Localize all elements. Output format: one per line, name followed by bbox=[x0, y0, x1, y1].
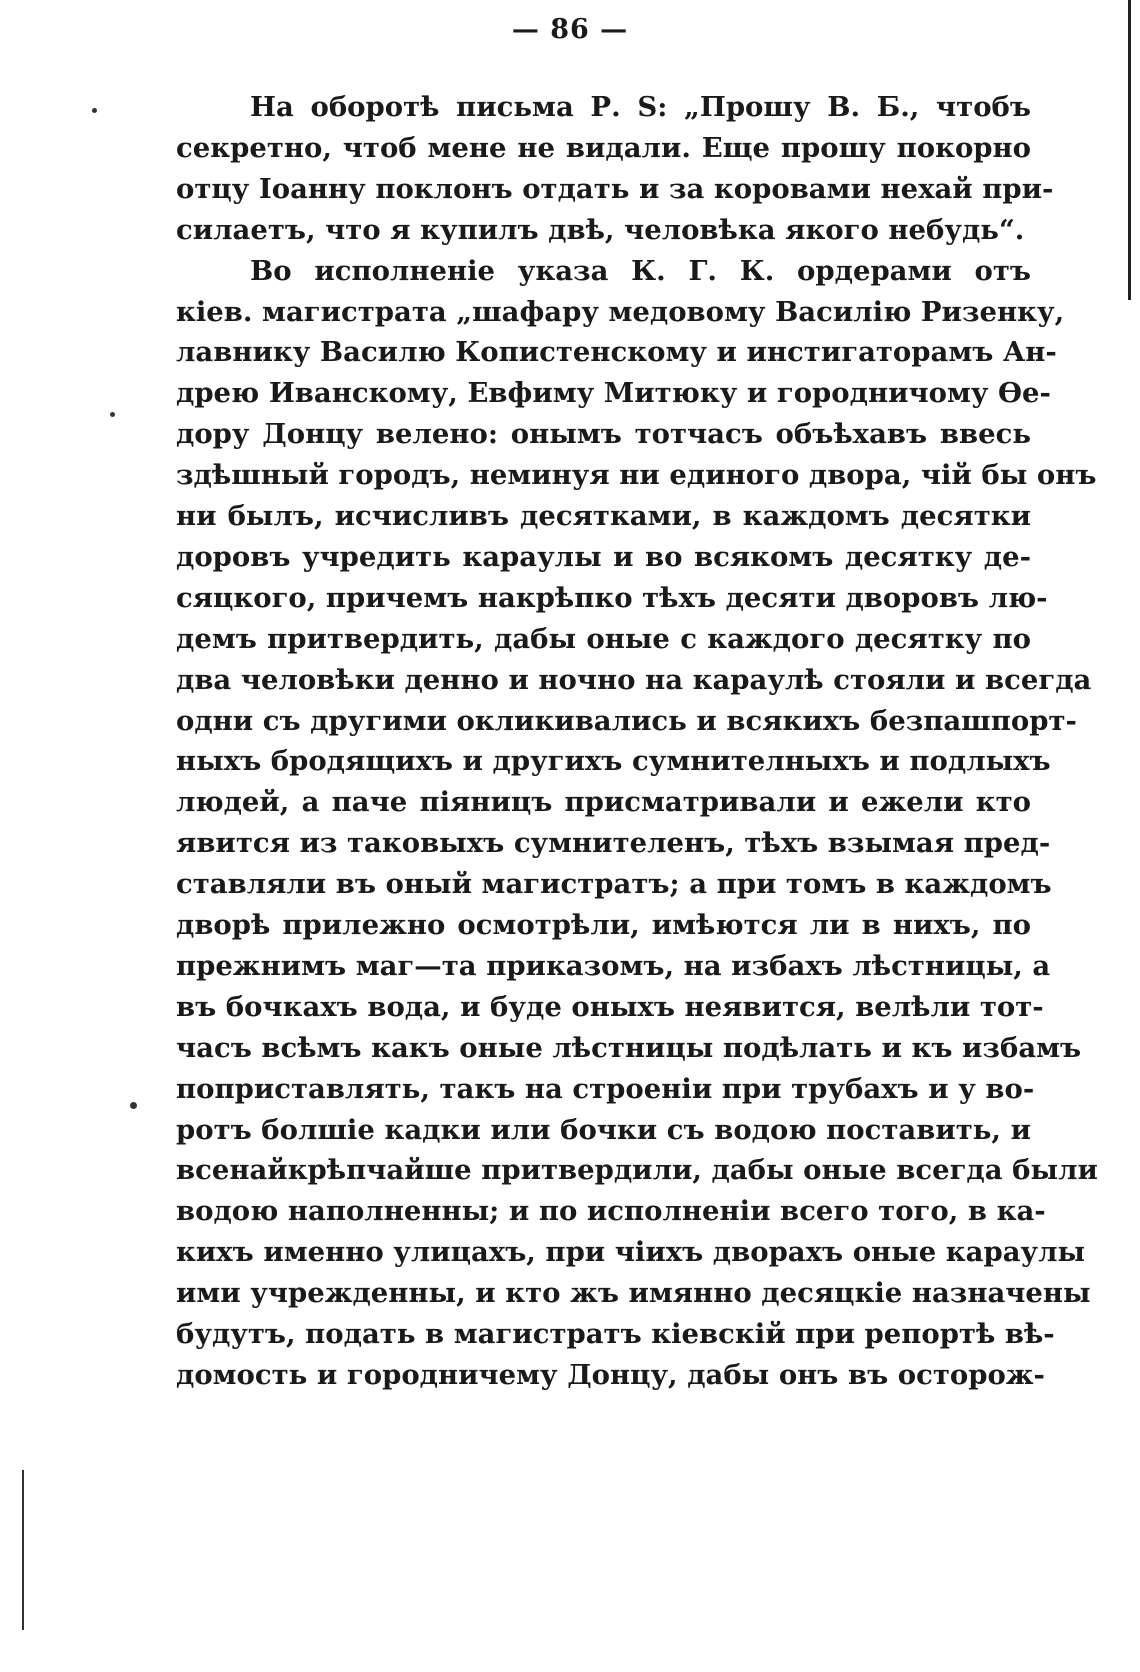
text-line: силаетъ, что я купилъ двѣ, человѣка якого небудь“. bbox=[176, 213, 1025, 246]
text-line: два человѣки денно и ночно на караулѣ стояли и всегда bbox=[176, 663, 1092, 696]
text-line: одни съ другими окликивались и всякихъ безпашпорт- bbox=[176, 704, 1077, 737]
ink-speck bbox=[92, 108, 97, 113]
text-line: Во исполненіе указа К. Г. К. ордерами отъ bbox=[250, 254, 1031, 287]
text-line: ни былъ, исчисливъ десятками, в каждомъ десятки bbox=[176, 500, 1031, 532]
page-edge-rule bbox=[1128, 0, 1131, 300]
text-line: домость и городничему Донцу, дабы онъ въ осторож- bbox=[176, 1358, 1045, 1391]
ink-speck bbox=[130, 1102, 137, 1109]
text-line: секретно, чтоб мене не видали. Еще прошу покорно bbox=[176, 131, 1031, 164]
text-line: поприставлять, такъ на строеніи при трубахъ и у во- bbox=[176, 1072, 1035, 1105]
text-line: людей, а паче піяницъ присматривали и ежели кто bbox=[176, 786, 1031, 819]
page-edge-rule-left bbox=[22, 1470, 24, 1630]
text-line: отцу Іоанну поклонъ отдать и за коровами нехай при- bbox=[176, 172, 1054, 205]
text-line: дрею Иванскому, Евфиму Митюку и городничому Ѳе- bbox=[176, 377, 1051, 410]
text-line: часъ всѣмъ какъ оные лѣстницы подѣлать и къ избамъ bbox=[176, 1031, 1082, 1064]
page-number: — 86 — bbox=[511, 14, 629, 45]
text-line: сяцкого, причемъ накрѣпко тѣхъ десяти дворовъ лю- bbox=[176, 581, 1048, 614]
text-line: кихъ именно улицахъ, при чіихъ дворахъ оные караулы bbox=[176, 1236, 1086, 1269]
text-line: ими учрежденны, и кто жъ имянно десяцкіе назначены bbox=[176, 1277, 1091, 1310]
text-line: доровъ учредить караулы и во всякомъ десятку де- bbox=[176, 540, 1031, 573]
text-line: ныхъ бродящихъ и другихъ сумнителныхъ и подлыхъ bbox=[176, 745, 1051, 778]
text-line: кіев. магистрата „шафару медовому Василію Ризенку, bbox=[176, 295, 1065, 328]
text-line: водою наполненны; и по исполненіи всего того, в ка- bbox=[176, 1195, 1046, 1228]
text-line: здѣшный городъ, неминуя ни единого двора, чій бы онъ bbox=[176, 459, 1097, 492]
text-line: ротъ болшіе кадки или бочки съ водою поставить, и bbox=[176, 1113, 1031, 1146]
text-line: прежнимъ маг—та приказомъ, на избахъ лѣстницы, а bbox=[176, 949, 1051, 982]
text-line: въ бочкахъ вода, и буде оныхъ неявится, велѣли тот- bbox=[176, 990, 1044, 1023]
text-line: всенайкрѣпчайше притвердили, дабы оные всегда были bbox=[176, 1154, 1098, 1187]
text-line: демъ притвердить, дабы оные с каждого десятку по bbox=[176, 622, 1031, 655]
text-line: явится из таковыхъ сумнителенъ, тѣхъ взымая пред- bbox=[176, 827, 1051, 860]
text-line: лавнику Василю Копистенскому и инстигаторамъ Ан- bbox=[176, 336, 1057, 369]
text-line: дору Донцу велено: онымъ тотчасъ объѣхавъ ввесь bbox=[176, 418, 1031, 451]
text-line: дворѣ прилежно осмотрѣли, имѣются ли в нихъ, по bbox=[176, 909, 1031, 941]
text-line: ставляли въ оный магистратъ; а при томъ в каждомъ bbox=[176, 868, 1052, 901]
ink-speck bbox=[110, 412, 115, 417]
text-line: будутъ, подать в магистратъ кіевскій при репортѣ вѣ- bbox=[176, 1318, 1055, 1350]
text-line: На оборотѣ письма Р. S: „Прошу В. Б., чтобъ bbox=[250, 91, 1031, 123]
